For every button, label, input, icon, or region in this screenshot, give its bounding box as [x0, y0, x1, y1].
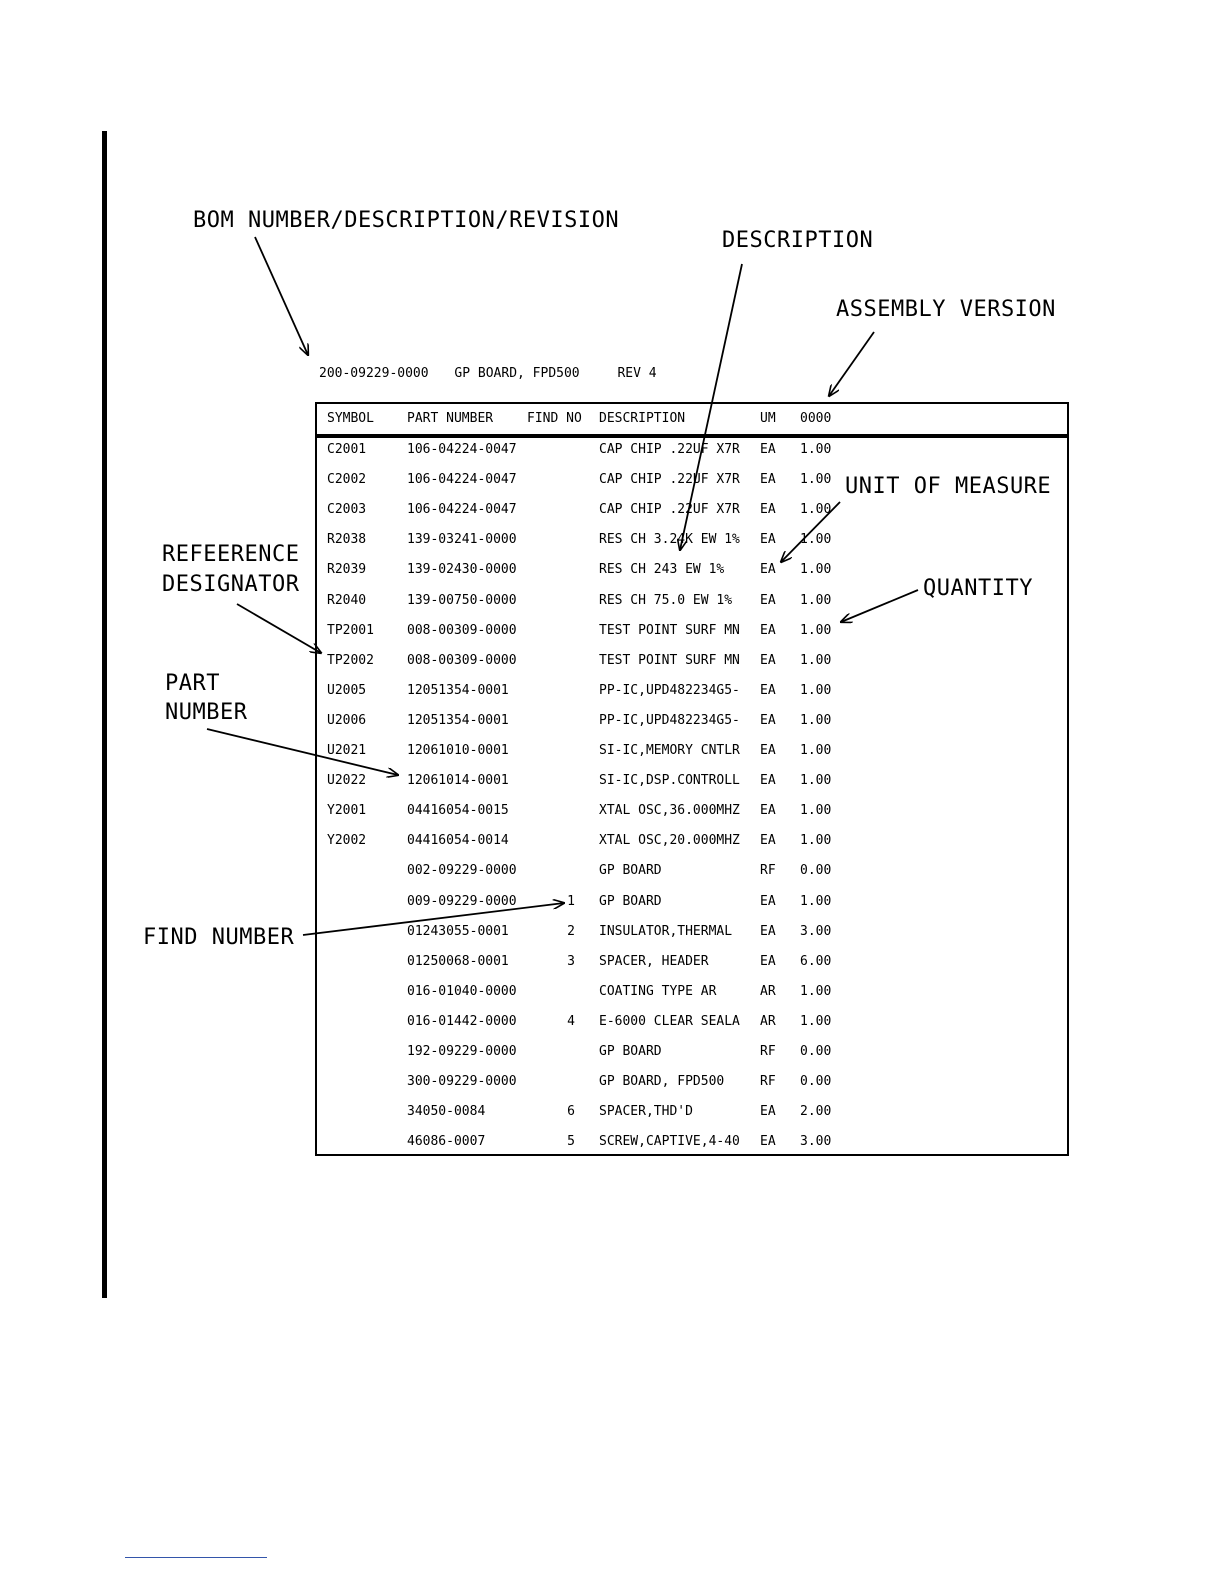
cell-um: EA: [760, 442, 776, 457]
cell-quantity: 6.00: [800, 953, 832, 969]
cell-description: GP BOARD: [599, 1044, 662, 1059]
cell-part-number: 009-09229-0000: [407, 893, 517, 909]
cell-quantity: 1.00: [800, 502, 832, 518]
callout-assembly-version: ASSEMBLY VERSION: [836, 297, 1056, 322]
col-version: 0000: [800, 411, 832, 426]
table-row: [317, 440, 1067, 470]
cell-quantity: 1.00: [800, 682, 832, 698]
cell-symbol: U2006: [327, 712, 367, 728]
cell-symbol: U2021: [327, 743, 367, 758]
cell-part-number: 008-00309-0000: [407, 622, 517, 638]
cell-description: XTAL OSC,36.000MHZ: [599, 803, 740, 819]
table-row: [317, 530, 1067, 560]
change-bar: [102, 131, 107, 1298]
cell-um: EA: [760, 652, 776, 668]
cell-part-number: 04416054-0015: [407, 803, 509, 819]
cell-quantity: 1.00: [800, 833, 832, 849]
cell-find-no: 6: [567, 1104, 575, 1120]
callout-unit-of-measure: UNIT OF MEASURE: [845, 474, 1052, 499]
cell-description: SCREW,CAPTIVE,4-40: [599, 1134, 740, 1150]
col-part-number: PART NUMBER: [407, 411, 494, 426]
table-row: [317, 1042, 1067, 1072]
cell-part-number: 192-09229-0000: [407, 1044, 517, 1059]
cell-part-number: 46086-0007: [407, 1134, 486, 1150]
cell-quantity: 1.00: [800, 803, 832, 819]
callout-description: DESCRIPTION: [722, 228, 874, 253]
table-row: [317, 741, 1067, 771]
bom-revision: REV 4: [617, 366, 657, 381]
cell-description: GP BOARD, FPD500: [599, 1074, 725, 1090]
cell-um: EA: [760, 893, 776, 909]
callout-quantity: QUANTITY: [923, 576, 1033, 601]
cell-part-number: 139-02430-0000: [407, 562, 517, 578]
cell-part-number: 12061010-0001: [407, 743, 509, 758]
callout-part-number-line1: PART: [165, 671, 220, 696]
cell-um: RF: [760, 1074, 776, 1090]
cell-symbol: C2001: [327, 442, 367, 457]
cell-symbol: TP2001: [327, 622, 374, 638]
cell-um: EA: [760, 682, 776, 698]
cell-um: RF: [760, 863, 776, 879]
table-row: [317, 801, 1067, 831]
table-row: [317, 651, 1067, 681]
cell-um: EA: [760, 562, 776, 578]
callout-find-number: FIND NUMBER: [143, 925, 295, 950]
bom-table: [315, 402, 1069, 1156]
col-description: DESCRIPTION: [599, 411, 686, 426]
table-row: [317, 922, 1067, 952]
table-row: [317, 771, 1067, 801]
cell-description: GP BOARD: [599, 863, 662, 879]
arrow-bom-number: [255, 237, 308, 355]
callout-reference-designator-line1: REFEERENCE: [162, 542, 300, 567]
cell-um: EA: [760, 833, 776, 849]
cell-description: SI-IC,DSP.CONTROLL: [599, 773, 740, 789]
cell-description: SPACER,THD'D: [599, 1104, 693, 1120]
table-row: [317, 861, 1067, 891]
cell-quantity: 1.00: [800, 983, 832, 999]
cell-part-number: 016-01040-0000: [407, 983, 517, 999]
col-find-no: FIND NO: [527, 411, 582, 426]
table-row: [317, 681, 1067, 711]
cell-um: EA: [760, 923, 776, 939]
cell-part-number: 300-09229-0000: [407, 1074, 517, 1090]
cell-part-number: 12051354-0001: [407, 682, 509, 698]
cell-quantity: 1.00: [800, 1013, 832, 1029]
cell-quantity: 1.00: [800, 622, 832, 638]
cell-find-no: 5: [567, 1134, 575, 1150]
cell-part-number: 139-00750-0000: [407, 592, 517, 608]
table-row: [317, 1132, 1067, 1162]
cell-um: EA: [760, 712, 776, 728]
cell-part-number: 12051354-0001: [407, 712, 509, 728]
callout-reference-designator-line2: DESIGNATOR: [162, 572, 300, 597]
cell-um: EA: [760, 1104, 776, 1120]
callout-bom-number: BOM NUMBER/DESCRIPTION/REVISION: [193, 208, 620, 233]
cell-description: TEST POINT SURF MN: [599, 652, 740, 668]
cell-quantity: 1.00: [800, 562, 832, 578]
cell-description: RES CH 3.24K EW 1%: [599, 532, 740, 548]
cell-part-number: 002-09229-0000: [407, 863, 517, 879]
cell-um: AR: [760, 983, 776, 999]
table-header-row: [317, 404, 1067, 438]
cell-um: EA: [760, 472, 776, 488]
cell-part-number: 34050-0084: [407, 1104, 486, 1120]
cell-um: RF: [760, 1044, 776, 1059]
col-symbol: SYMBOL: [327, 411, 374, 426]
cell-symbol: R2039: [327, 562, 367, 578]
cell-quantity: 1.00: [800, 442, 832, 457]
cell-symbol: C2003: [327, 502, 367, 518]
cell-part-number: 12061014-0001: [407, 773, 509, 789]
cell-symbol: Y2001: [327, 803, 367, 819]
cell-um: EA: [760, 1134, 776, 1150]
cell-quantity: 2.00: [800, 1104, 832, 1120]
bom-header: [319, 366, 657, 381]
cell-find-no: 3: [567, 953, 575, 969]
cell-part-number: 139-03241-0000: [407, 532, 517, 548]
cell-description: SI-IC,MEMORY CNTLR: [599, 743, 740, 758]
cell-quantity: 1.00: [800, 532, 832, 548]
footer-rule: [125, 1557, 267, 1558]
table-row: [317, 982, 1067, 1012]
cell-description: RES CH 75.0 EW 1%: [599, 592, 733, 608]
cell-description: XTAL OSC,20.000MHZ: [599, 833, 740, 849]
cell-quantity: 3.00: [800, 923, 832, 939]
cell-part-number: 016-01442-0000: [407, 1013, 517, 1029]
cell-symbol: R2040: [327, 592, 367, 608]
cell-symbol: Y2002: [327, 833, 367, 849]
cell-quantity: 1.00: [800, 893, 832, 909]
bom-description: GP BOARD, FPD500: [454, 366, 580, 381]
col-um: UM: [760, 411, 776, 426]
cell-description: PP-IC,UPD482234G5-: [599, 712, 740, 728]
cell-um: EA: [760, 592, 776, 608]
cell-quantity: 1.00: [800, 712, 832, 728]
cell-part-number: 008-00309-0000: [407, 652, 517, 668]
cell-part-number: 01250068-0001: [407, 953, 509, 969]
cell-quantity: 1.00: [800, 743, 832, 758]
cell-symbol: U2005: [327, 682, 367, 698]
cell-part-number: 106-04224-0047: [407, 442, 517, 457]
cell-quantity: 1.00: [800, 592, 832, 608]
cell-quantity: 0.00: [800, 1044, 832, 1059]
cell-quantity: 3.00: [800, 1134, 832, 1150]
table-row: [317, 621, 1067, 651]
table-row: [317, 892, 1067, 922]
cell-find-no: 2: [567, 923, 575, 939]
cell-quantity: 0.00: [800, 1074, 832, 1090]
table-row: [317, 1012, 1067, 1042]
cell-um: EA: [760, 743, 776, 758]
cell-quantity: 1.00: [800, 773, 832, 789]
cell-description: SPACER, HEADER: [599, 953, 709, 969]
cell-find-no: 1: [567, 893, 575, 909]
cell-part-number: 01243055-0001: [407, 923, 509, 939]
cell-description: COATING TYPE AR: [599, 983, 717, 999]
table-row: [317, 591, 1067, 621]
cell-description: GP BOARD: [599, 893, 662, 909]
cell-symbol: U2022: [327, 773, 367, 789]
cell-description: TEST POINT SURF MN: [599, 622, 740, 638]
cell-um: EA: [760, 953, 776, 969]
cell-quantity: 0.00: [800, 863, 832, 879]
cell-part-number: 106-04224-0047: [407, 502, 517, 518]
table-row: [317, 560, 1067, 590]
table-row: [317, 500, 1067, 530]
callout-part-number-line2: NUMBER: [165, 700, 248, 725]
cell-symbol: C2002: [327, 472, 367, 488]
cell-part-number: 106-04224-0047: [407, 472, 517, 488]
cell-um: AR: [760, 1013, 776, 1029]
arrow-assembly-version: [829, 332, 874, 396]
arrow-reference-designator: [237, 604, 321, 653]
cell-part-number: 04416054-0014: [407, 833, 509, 849]
cell-description: CAP CHIP .22UF X7R: [599, 472, 740, 488]
cell-description: CAP CHIP .22UF X7R: [599, 502, 740, 518]
cell-um: EA: [760, 532, 776, 548]
table-row: [317, 1102, 1067, 1132]
table-row: [317, 831, 1067, 861]
cell-quantity: 1.00: [800, 652, 832, 668]
cell-um: EA: [760, 773, 776, 789]
table-row: [317, 1072, 1067, 1102]
table-row: [317, 952, 1067, 982]
cell-find-no: 4: [567, 1013, 575, 1029]
cell-um: EA: [760, 622, 776, 638]
cell-um: EA: [760, 502, 776, 518]
cell-um: EA: [760, 803, 776, 819]
table-row: [317, 470, 1067, 500]
cell-description: E-6000 CLEAR SEALA: [599, 1013, 740, 1029]
table-row: [317, 711, 1067, 741]
bom-number: 200-09229-0000: [319, 366, 429, 381]
cell-symbol: R2038: [327, 532, 367, 548]
cell-symbol: TP2002: [327, 652, 374, 668]
cell-description: RES CH 243 EW 1%: [599, 562, 725, 578]
cell-description: PP-IC,UPD482234G5-: [599, 682, 740, 698]
cell-description: CAP CHIP .22UF X7R: [599, 442, 740, 457]
cell-quantity: 1.00: [800, 472, 832, 488]
cell-description: INSULATOR,THERMAL: [599, 923, 733, 939]
